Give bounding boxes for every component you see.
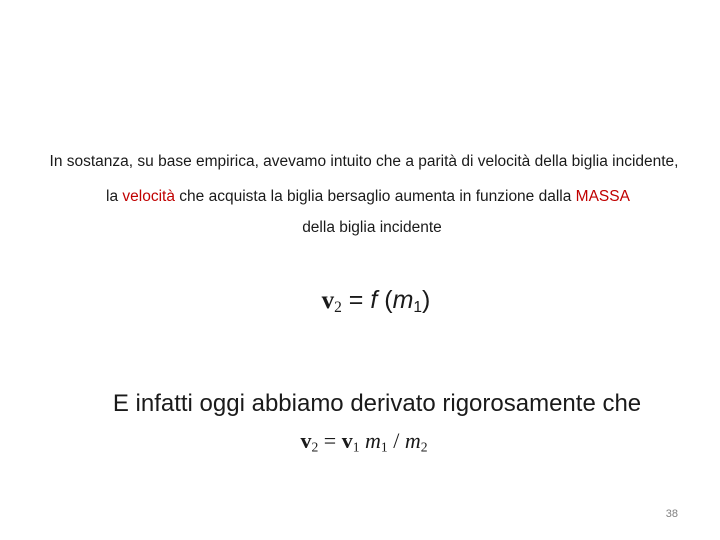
- formula-v2-v1-m1-m2: [4, 428, 720, 455]
- formula-v2-f-m1: [16, 286, 720, 317]
- formula1-m-sub: 1: [413, 298, 423, 316]
- formula1-open: (: [377, 286, 393, 314]
- line2-text-b: che acquista la biglia bersaglio aumenta in funzione dalla: [174, 188, 576, 205]
- highlight-massa: MASSA: [575, 188, 630, 205]
- formula2-v1: v: [341, 428, 353, 453]
- formula2-m2-sub: 2: [420, 439, 428, 455]
- paragraph-line-1: In sostanza, su base empirica, avevamo intuito che a parità di velocità della biglia incidente,: [49, 153, 679, 170]
- formula1-close: ): [422, 286, 431, 314]
- formula1-f: f: [370, 286, 378, 314]
- highlight-velocita: velocità: [122, 188, 175, 205]
- line2-text-a: la: [106, 188, 123, 205]
- formula2-m1: m: [365, 428, 381, 453]
- formula2-m1-sub: 1: [380, 439, 388, 455]
- formula1-m: m: [392, 286, 414, 314]
- formula2-v2: v: [300, 428, 312, 453]
- formula1-eq: =: [341, 286, 371, 314]
- formula2-slash: /: [387, 428, 405, 453]
- formula1-v-sub: 2: [334, 298, 342, 316]
- page-number: 38: [665, 508, 678, 520]
- formula2-m2: m: [404, 428, 421, 453]
- formula2-eq: =: [318, 428, 342, 453]
- formula2-v2-sub: 2: [311, 439, 319, 455]
- paragraph-line-2: [8, 188, 720, 206]
- formula1-v: v: [321, 287, 335, 314]
- formula2-v1-sub: 1: [352, 439, 360, 455]
- paragraph-line-3: della biglia incidente: [302, 219, 442, 236]
- statement-text: E infatti oggi abbiamo derivato rigorosamente che: [112, 390, 642, 417]
